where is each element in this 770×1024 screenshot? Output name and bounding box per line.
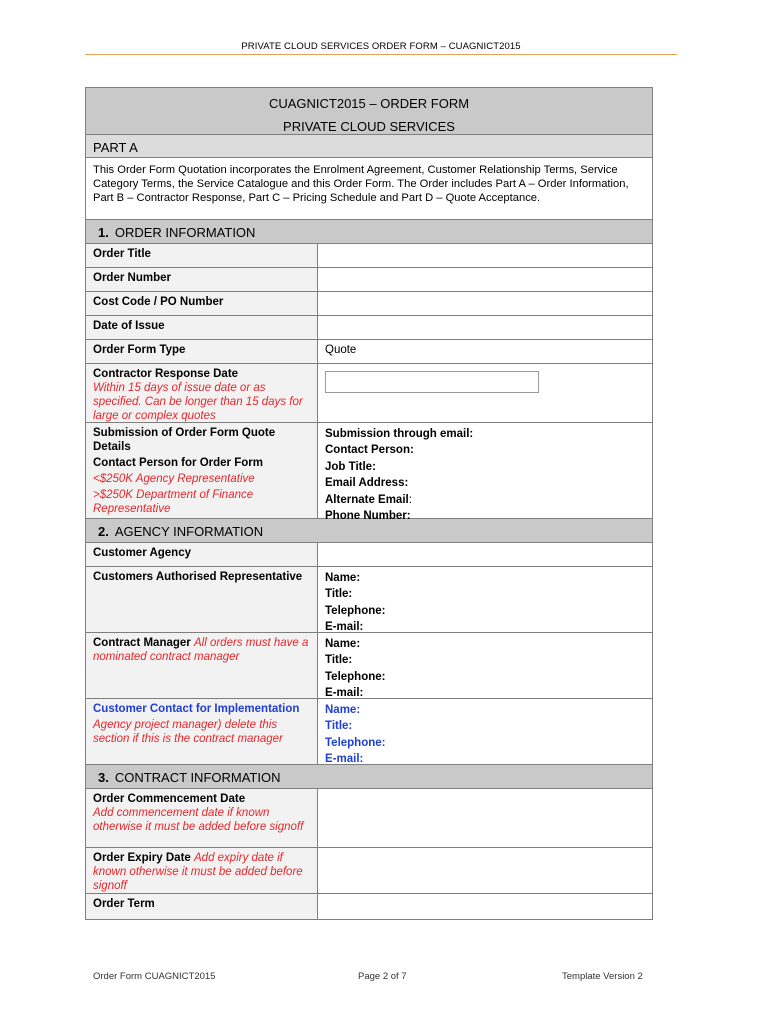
contractor-response-date-cell xyxy=(86,364,318,422)
expiry-date-note: Add expiry date if known otherwise it must be added before signoff xyxy=(93,852,303,892)
customer-contact-fields[interactable] xyxy=(318,699,652,764)
table-row xyxy=(86,789,652,848)
name-field: Name: xyxy=(325,638,361,650)
commencement-date-label: Order Commencement Date xyxy=(93,793,246,805)
expiry-date-field[interactable] xyxy=(318,848,652,893)
section-title: CONTRACT INFORMATION xyxy=(114,770,281,785)
telephone-field: Telephone: xyxy=(325,604,386,617)
order-number-label: Order Number xyxy=(86,268,318,291)
order-form-type-value: Quote xyxy=(325,344,357,356)
telephone-field: Telephone: xyxy=(325,736,386,749)
order-term-label: Order Term xyxy=(86,894,318,919)
order-form-table xyxy=(85,87,653,920)
order-title-label: Order Title xyxy=(86,244,318,267)
table-row xyxy=(86,340,652,364)
form-title: CUAGNICT2015 – ORDER FORM xyxy=(268,96,470,111)
table-row xyxy=(86,268,652,292)
authorised-rep-fields[interactable] xyxy=(318,567,652,632)
table-row xyxy=(86,848,652,894)
intro-paragraph: This Order Form Quotation incorporates the Enrolment Agreement, Customer Relationship Terms, Service Category Terms, the Service Catalogue and this Order Form. The Order includes Part A – Order Information, Part B – Contractor Response, Part C – Pricing Schedule and Part D – Quote Acceptance. xyxy=(86,158,652,220)
contract-manager-note: All orders must have a nominated contract manager xyxy=(93,637,309,663)
footer-version: Template Version 2 xyxy=(562,971,643,982)
contract-manager-label: Contract Manager xyxy=(93,637,191,649)
name-field: Name: xyxy=(325,572,361,584)
section-1-heading xyxy=(86,220,652,244)
table-row xyxy=(86,633,652,699)
email-field: E-mail: xyxy=(325,753,364,766)
submission-details-label: Submission of Order Form Quote Details xyxy=(93,427,276,453)
customer-contact-label: Customer Contact for Implementation xyxy=(93,703,300,715)
section-title: ORDER INFORMATION xyxy=(114,225,256,240)
title-field: Title: xyxy=(325,588,353,601)
email-field: E-mail: xyxy=(325,621,364,634)
order-term-field[interactable] xyxy=(318,894,652,919)
contractor-response-date-cell-value xyxy=(318,364,652,422)
date-of-issue-field[interactable] xyxy=(318,316,652,339)
job-title-field: Job Title: xyxy=(325,460,376,473)
customer-agency-label: Customer Agency xyxy=(86,543,318,566)
section-number: 3. xyxy=(98,770,109,785)
table-row xyxy=(86,244,652,268)
cost-code-label: Cost Code / PO Number xyxy=(86,292,318,315)
cost-code-field[interactable] xyxy=(318,292,652,315)
authorised-rep-label: Customers Authorised Representative xyxy=(86,567,318,632)
section-number: 1. xyxy=(98,225,109,240)
title-field: Title: xyxy=(325,720,353,733)
table-row xyxy=(86,364,652,423)
footer-left: Order Form CUAGNICT2015 xyxy=(93,971,216,982)
commencement-date-note: Add commencement date if known otherwise it must be added before signoff xyxy=(93,807,304,833)
order-form-type-label: Order Form Type xyxy=(86,340,318,363)
date-of-issue-label: Date of Issue xyxy=(86,316,318,339)
form-subtitle: PRIVATE CLOUD SERVICES xyxy=(283,119,455,134)
commencement-date-field[interactable] xyxy=(318,789,652,847)
table-row xyxy=(86,894,652,919)
part-a-heading: PART A xyxy=(86,135,652,158)
table-row xyxy=(86,543,652,567)
agency-rep-note: <$250K Agency Representative xyxy=(93,473,255,485)
name-field: Name: xyxy=(325,704,361,716)
header-rule xyxy=(85,54,677,55)
section-number: 2. xyxy=(98,524,109,539)
contact-person-field: Contact Person: xyxy=(325,444,414,457)
finance-rep-note: >$250K Department of Finance Representative xyxy=(93,489,254,515)
alternate-email-field xyxy=(325,492,646,508)
contract-manager-cell xyxy=(86,633,318,698)
section-3-heading xyxy=(86,765,652,789)
section-title: AGENCY INFORMATION xyxy=(114,524,264,539)
table-row xyxy=(86,567,652,633)
expiry-date-cell xyxy=(86,848,318,893)
footer-page-number: Page 2 of 7 xyxy=(358,971,407,982)
running-header: PRIVATE CLOUD SERVICES ORDER FORM – CUAGNICT2015 xyxy=(241,41,521,52)
table-row xyxy=(86,316,652,340)
submission-details-cell xyxy=(86,423,318,518)
phone-number-field: Phone Number: xyxy=(325,510,411,523)
contract-manager-fields[interactable] xyxy=(318,633,652,698)
contractor-response-note: Within 15 days of issue date or as specified. Can be longer than 15 days for large or complex quotes xyxy=(93,382,303,422)
telephone-field: Telephone: xyxy=(325,670,386,683)
alternate-email-label: Alternate Email xyxy=(325,493,409,506)
customer-contact-cell xyxy=(86,699,318,764)
alternate-email-colon: : xyxy=(408,493,412,506)
submission-email-field: Submission through email: xyxy=(325,428,474,440)
email-field: E-mail: xyxy=(325,687,364,700)
order-number-field[interactable] xyxy=(318,268,652,291)
email-address-field: Email Address: xyxy=(325,477,409,490)
expiry-date-label: Order Expiry Date xyxy=(93,852,191,864)
contractor-response-date-input[interactable] xyxy=(325,371,539,393)
order-title-field[interactable] xyxy=(318,244,652,267)
submission-fields-cell[interactable] xyxy=(318,423,652,523)
table-row xyxy=(86,423,652,523)
contractor-response-date-label: Contractor Response Date xyxy=(93,368,239,380)
form-title-block xyxy=(86,88,652,135)
table-row xyxy=(86,292,652,316)
contact-person-label: Contact Person for Order Form xyxy=(93,457,263,469)
title-field: Title: xyxy=(325,654,353,667)
customer-contact-note: Agency project manager) delete this section if this is the contract manager xyxy=(93,719,283,745)
table-row xyxy=(86,699,652,765)
commencement-date-cell xyxy=(86,789,318,847)
customer-agency-field[interactable] xyxy=(318,543,652,566)
